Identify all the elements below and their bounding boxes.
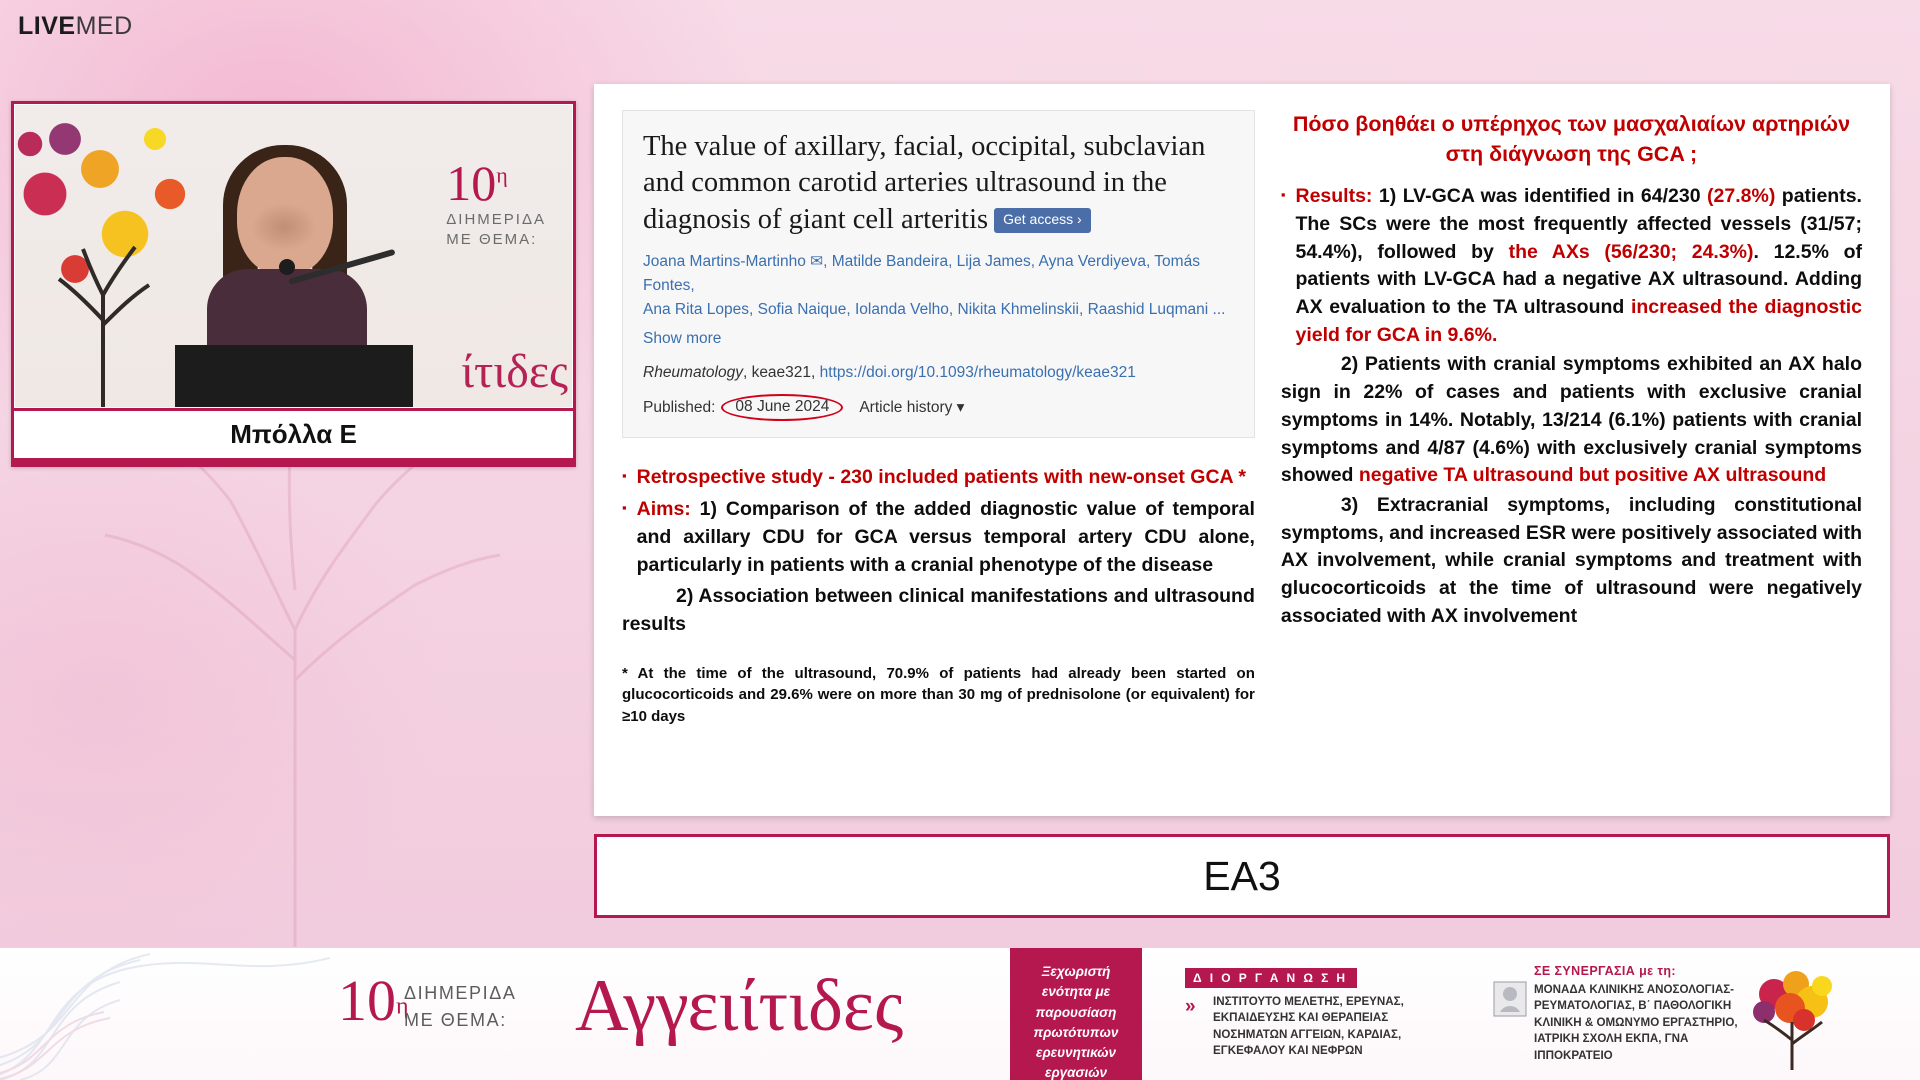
video-frame[interactable]	[14, 104, 573, 408]
results-text-c: . 12.5% of patients with LV-GCA had a negative AX ultrasound. Adding AX evaluation to the TA ultrasound	[1295, 240, 1862, 319]
banner-line2: ΜΕ ΘΕΜΑ:	[446, 231, 538, 249]
results-paragraph-3: 3) Extracranial symptoms, including constitutional symptoms, and increased ESR were positively associated with AX involvement, while cranial symptoms and treatment with glucocorticoids at the time of ultrasound were negatively associated with AX involvement	[1280, 493, 1862, 627]
organizer-heading: Δ Ι Ο Ρ Γ Α Ν Ω Σ Η	[1185, 968, 1357, 988]
speaker-video-panel[interactable]	[11, 101, 576, 467]
event-banner-number	[446, 155, 546, 251]
organizer-name: ΙΝΣΤΙΤΟΥΤΟ ΜΕΛΕΤΗΣ, ΕΡΕΥΝΑΣ, ΕΚΠΑΙΔΕΥΣΗΣ ΚΑΙ ΘΕΡΑΠΕΙΑΣ ΝΟΣΗΜΑΤΩΝ ΑΓΓΕΙΩΝ, ΚΑΡΔΙΑΣ, ΕΓΚΕΦΑΛΟΥ ΚΑΙ ΝΕΦΡΩΝ	[1213, 995, 1404, 1058]
footer-number-value: 10	[338, 968, 396, 1033]
doi-link[interactable]: https://doi.org/10.1093/rheumatology/keae321	[819, 364, 1136, 382]
banner-script-text: ίτιδες	[461, 345, 568, 398]
left-bullet-list	[622, 464, 1255, 727]
paper-citation-card	[622, 110, 1255, 438]
presentation-slide	[594, 84, 1890, 816]
results-label: Results:	[1295, 185, 1373, 208]
event-footer-bar	[0, 947, 1920, 1080]
podium-laptop	[175, 345, 413, 407]
bullet-item	[622, 496, 1255, 579]
published-label: Published:	[643, 398, 716, 416]
show-more-link[interactable]: Show more	[643, 330, 722, 348]
authors-rest-line1: , Matilde Bandeira, Lija James, Ayna Verdiyeva, Tomás Fontes,	[643, 253, 1200, 295]
aims-text: 1) Comparison of the added diagnostic value of temporal and axillary CDU for GCA versus temporal artery CDU alone, particularly in patients with a cranial phenotype of the disease	[636, 498, 1255, 576]
slide-left-column	[622, 110, 1255, 816]
footer-autumn-tree-icon	[1734, 960, 1854, 1070]
banner-number-value: 10	[446, 155, 497, 211]
results-red-2: the AXs (56/230; 24.3%)	[1508, 240, 1754, 263]
published-date-highlight: 08 June 2024	[721, 394, 843, 421]
paper-authors	[643, 250, 1234, 322]
paper-title: The value of axillary, facial, occipital, subclavian and common carotid arteries ultrasound in the diagnosis of giant cell arteritis	[643, 131, 1206, 235]
results-red-3: increased the diagnostic yield for GCA in 9.6%.	[1295, 296, 1863, 346]
organizer-block	[1185, 968, 1415, 1060]
banner-line1: ΔΙΗΜΕΡΙΔΑ	[446, 211, 546, 228]
bullet-1-text: Retrospective study - 230 included patients with new-onset GCA *	[636, 466, 1246, 489]
square-bullet-icon: ▪	[622, 500, 627, 516]
square-bullet-icon: ▪	[1280, 187, 1286, 203]
results-block	[1281, 183, 1862, 349]
right-column-title: Πόσο βοηθάει ο υπέρηχος των μασχαλιαίων αρτηριών στη διάγνωση της GCA ;	[1292, 112, 1851, 166]
bullet-item	[622, 464, 1255, 492]
special-session-note: Ξεχωριστή ενότητα με παρουσίαση πρωτότυπων ερευνητικών εργασιών	[1010, 948, 1142, 1080]
double-chevron-icon: »	[1185, 996, 1196, 1017]
speaker-name-caption: Μπόλλα Ε	[14, 408, 573, 458]
results-paragraph	[1295, 183, 1862, 349]
speaker-face-shadow	[251, 203, 317, 251]
logo-sub: MED	[75, 12, 133, 40]
results-text-a: 1) LV-GCA was identified in 64/230	[1372, 185, 1708, 208]
slide-right-column	[1281, 110, 1862, 816]
session-code-label: EA3	[597, 837, 1887, 915]
authors-line2: Ana Rita Lopes, Sofia Naique, Iolanda Velho, Nikita Khmelinskii, Raashid Luqmani ...	[643, 301, 1226, 319]
journal-article-id: , keae321,	[742, 364, 820, 382]
logo-main: LIVE	[18, 12, 76, 40]
footer-subtitle-line1: ΔΙΗΜΕΡΙΔΑ	[404, 983, 517, 1003]
tree-trunk-graphic	[45, 225, 165, 408]
footer-event-title: Αγγειίτιδες	[575, 965, 904, 1047]
results-2-text: 2) Patients with cranial symptoms exhibited an AX halo sign in 22% of cases and patients with exclusive cranial symptoms in 14%. Notably, 13/214 (6.1%) patients with cranial symptoms and 4/87 (4.6%) with exclusively cranial symptoms showed	[1280, 353, 1862, 487]
livemed-logo	[18, 12, 133, 41]
envelope-icon[interactable]: ✉	[810, 253, 824, 271]
aims-label: Aims:	[636, 498, 691, 521]
university-emblem-icon	[1492, 976, 1528, 1020]
square-bullet-icon: ▪	[622, 468, 627, 484]
results-red-1: (27.8%)	[1707, 185, 1776, 208]
cooperation-heading: ΣΕ ΣΥΝΕΡΓΑΣΙΑ με τη:	[1534, 964, 1676, 978]
footer-event-subtitle	[404, 980, 516, 1034]
results-2-red: negative TA ultrasound but positive AX ultrasound	[1358, 464, 1827, 487]
journal-name: Rheumatology	[643, 364, 743, 382]
banner-number-sup: η	[496, 162, 508, 188]
bullet-2-sub-text: 2) Association between clinical manifestations and ultrasound results	[622, 585, 1255, 635]
footer-swirl-decoration	[0, 948, 330, 1080]
cooperation-name: ΜΟΝΑΔΑ ΚΛΙΝΙΚΗΣ ΑΝΟΣΟΛΟΓΙΑΣ-ΡΕΥΜΑΤΟΛΟΓΙΑΣ, Β΄ ΠΑΘΟΛΟΓΙΚΗ ΚΛΙΝΙΚΗ & ΟΜΩΝΥΜΟ ΕΡΓΑΣΤΗΡΙΟ, ΙΑΤΡΙΚΗ ΣΧΟΛΗ ΕΚΠΑ, ΓΝΑ ΙΠΠΟΚΡΑΤΕΙΟ	[1534, 983, 1738, 1062]
article-history-toggle[interactable]: Article history ▾	[859, 399, 965, 417]
bullet-2-text	[637, 496, 1255, 579]
author-first[interactable]: Joana Martins-Martinho	[643, 253, 806, 271]
results-text-b: patients. The SCs were the most frequently affected vessels (31/57; 54.4%), followed by	[1295, 185, 1862, 263]
microphone-icon	[279, 259, 295, 275]
footer-subtitle-line2: ΜΕ ΘΕΜΑ:	[404, 1010, 507, 1030]
journal-reference	[643, 364, 1234, 382]
paper-title-row	[643, 129, 1234, 238]
results-paragraph-2	[1281, 351, 1862, 489]
get-access-button[interactable]: Get access ›	[994, 208, 1091, 233]
published-row	[643, 394, 1234, 421]
session-code-bar	[594, 834, 1890, 918]
footnote-text: * At the time of the ultrasound, 70.9% of patients had already been started on glucocorticoids and 29.6% were on more than 30 mg of prednisolone (or equivalent) for ≥10 days	[622, 664, 1255, 726]
footer-event-number	[338, 968, 409, 1033]
cooperation-block	[1490, 964, 1740, 1064]
footer-number-sup: η	[396, 993, 409, 1020]
